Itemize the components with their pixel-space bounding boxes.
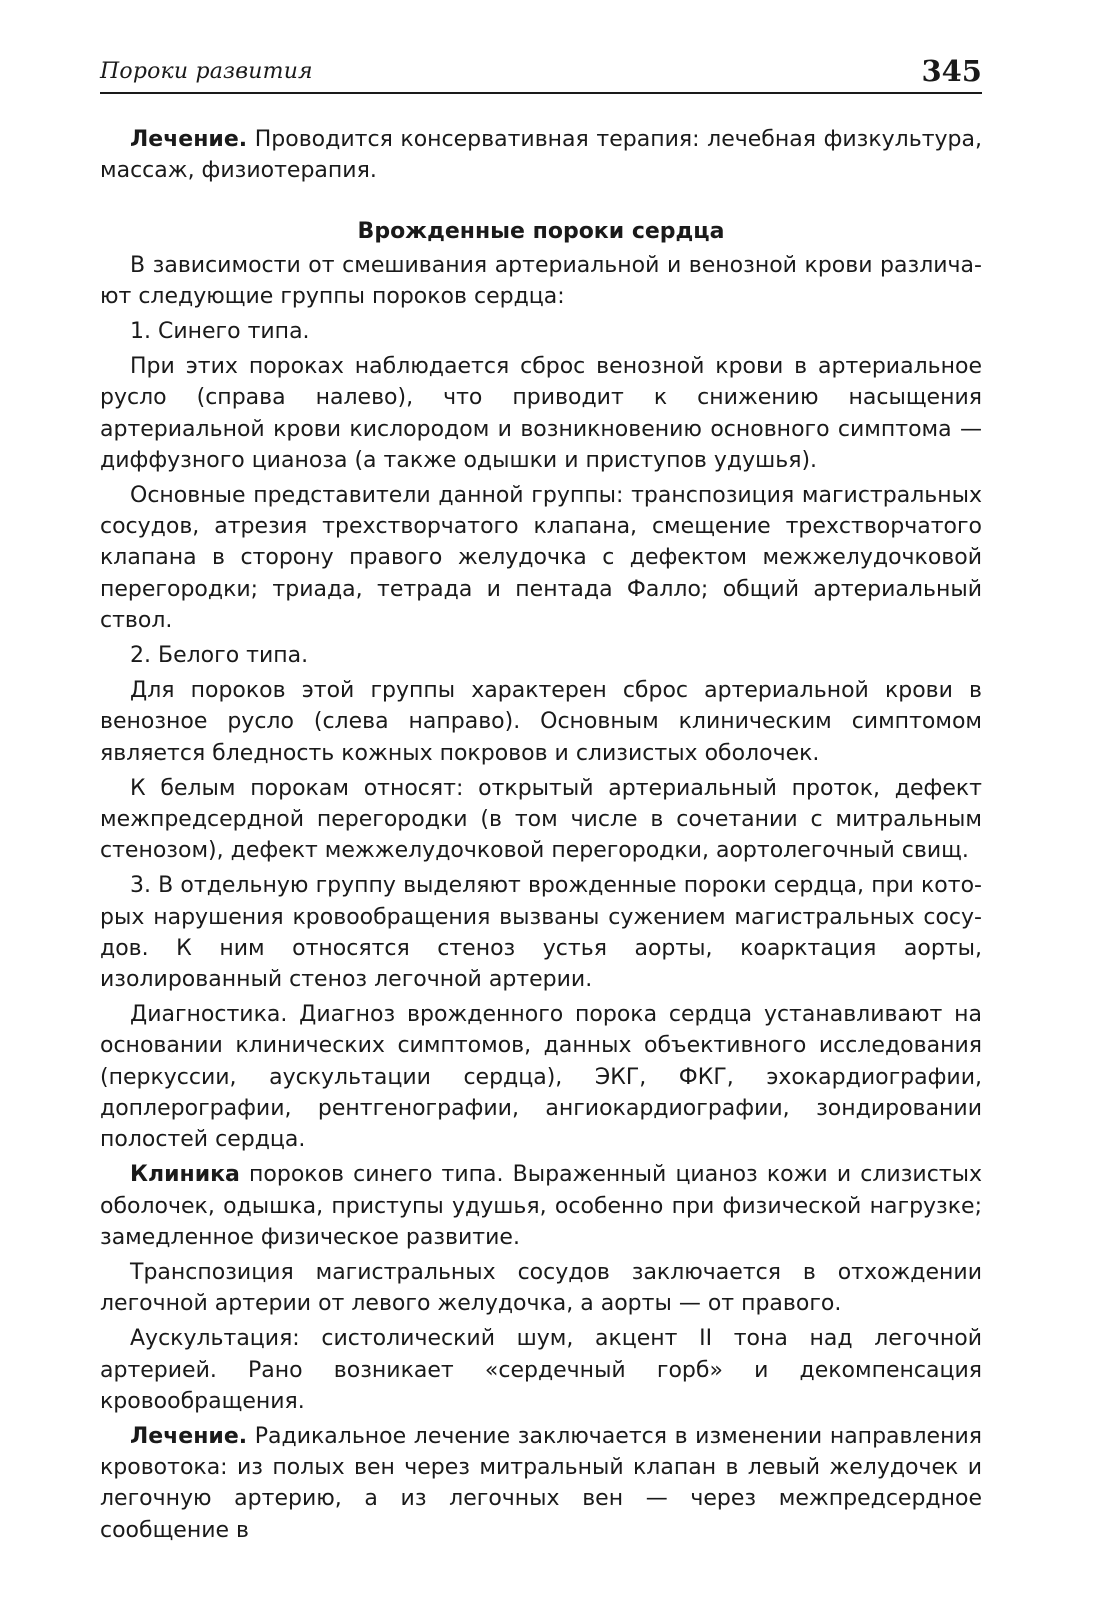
paragraph-auscultation: Аускультация: систолический шум, акцент II тона над легочной артерией. Рано возникает «сердечный горб» и декомпенсация кровообращения. <box>100 1326 982 1414</box>
paragraph-diagnostics: Диагностика. Диагноз врожденного порока сердца устанавливают на основании клинических симптомов, данных объективного исследования (перкуссии, аускультации сердца), ЭКГ, ФКГ, эхокардиографии, доплерографии, рентгенографии, ангиокардиографии, зондировании полостей сердца. <box>100 1002 982 1153</box>
running-title: Пороки развития <box>100 59 313 84</box>
paragraph-white-representatives: К белым порокам относят: открытый артериальный проток, дефект межпредсердной перегородки (в том числе в сочетании с митральным стенозом), дефект межжелудочковой перегородки, аортолегочный свищ. <box>100 775 982 864</box>
page-number: 345 <box>921 54 982 88</box>
paragraph-text: пороков синего типа. Выраженный цианоз кожи и слизистых оболочек, одышка, приступы удушья, особенно при физической нагрузке; замедленное физическое развитие. <box>100 1162 982 1250</box>
paragraph-groups-intro: В зависимости от смешивания артериальной и венозной крови различают следующие группы пороков сердца: <box>100 252 982 309</box>
paragraph-text: Радикальное лечение заключается в изменении направления кровотока: из полых вен через митральный клапан в левый желудочек и легочную артерию, а из легочных вен — через межпредсердное сообщение в <box>100 1423 982 1543</box>
paragraph-treatment-radical <box>100 1421 982 1546</box>
book-page <box>100 40 982 1550</box>
paragraph-text: Проводится консервативная терапия: лечебная физкультура, массаж, физиотерапия. <box>100 127 982 184</box>
lead-term: Лечение. <box>130 127 248 152</box>
lead-term: Клиника <box>130 1162 240 1188</box>
paragraph-clinic <box>100 1159 982 1253</box>
paragraph-third-group: 3. В отдельную группу выделяют врожденные пороки сердца, при которых нарушения кровообращения вызваны сужением магистральных сосудов. К ним относятся стеноз устья аорты, коарктация аорты, изолированный стеноз легочной артерии. <box>100 873 982 993</box>
paragraph-transposition: Транспозиция магистральных сосудов заключается в отхождении легочной артерии от левого желудочка, а аорты — от правого. <box>100 1259 982 1317</box>
page-body <box>100 124 982 1546</box>
paragraph-blue-representatives: Основные представители данной группы: транспозиция магистральных сосудов, атрезия трехстворчатого клапана, смещение трехстворчатого клапана в сторону правого желудочка с дефектом межжелудочковой перегородки; триада, тетрада и пентада Фалло; общий артериальный ствол. <box>100 483 982 633</box>
page-header <box>100 40 982 94</box>
paragraph-white-type: 2. Белого типа. <box>130 643 309 669</box>
paragraph-blue-description: При этих пороках наблюдается сброс венозной крови в артериальное русло (справа налево), что приводит к снижению насыщения артериальной крови кислородом и возникновению основного симптома — диффузного цианоза (а также одышки и приступов удушья). <box>100 354 982 473</box>
paragraph-treatment-intro <box>100 124 982 186</box>
paragraph-blue-type: 1. Синего типа. <box>130 319 310 345</box>
lead-term: Лечение. <box>130 1423 248 1449</box>
paragraph-white-description: Для пороков этой группы характерен сброс артериальной крови в венозное русло (слева направо). Основным клиническим симптомом является бледность кожных покровов и слизистых оболочек. <box>100 678 982 766</box>
section-heading: Врожденные пороки сердца <box>357 219 725 245</box>
